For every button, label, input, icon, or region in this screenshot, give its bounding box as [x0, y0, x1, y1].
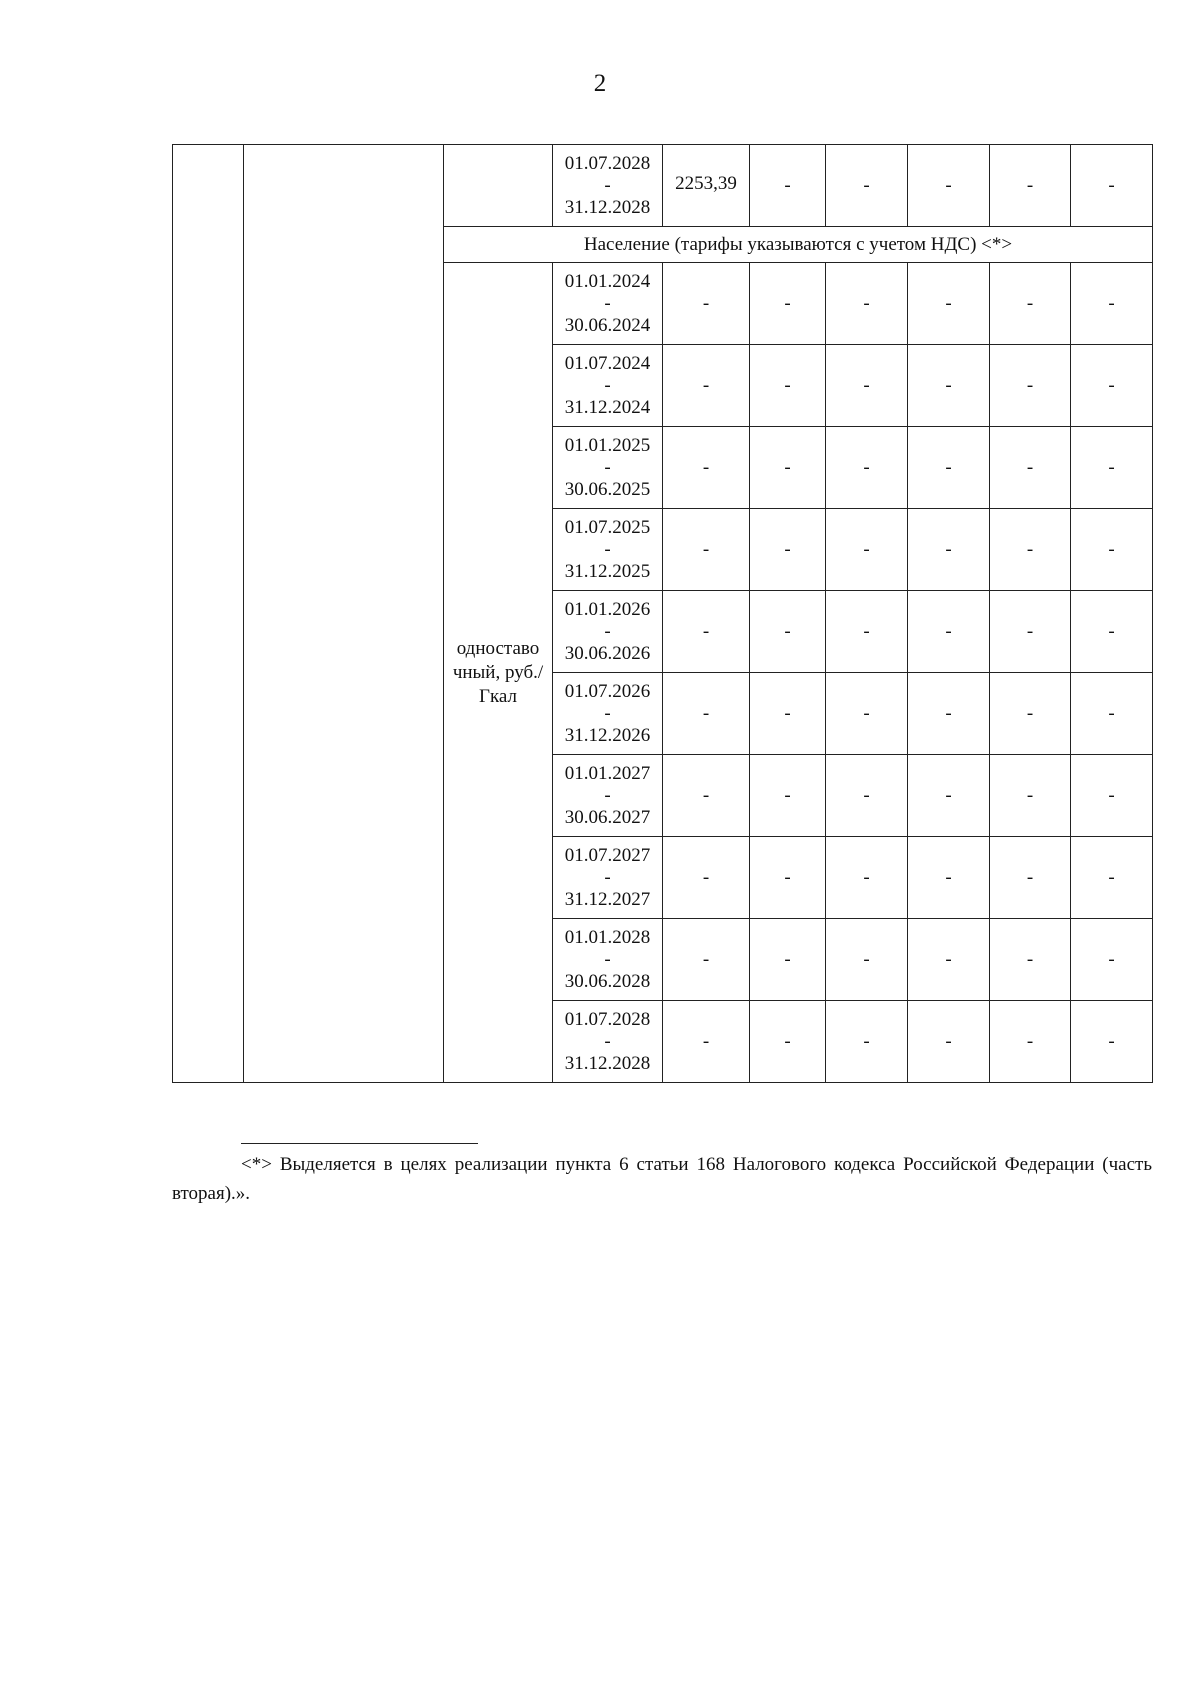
period-line: 30.06.2028	[564, 970, 651, 992]
period-line: 30.06.2027	[564, 806, 651, 828]
value-cell: -	[990, 509, 1071, 591]
value-cell: -	[908, 1001, 990, 1083]
value-cell: -	[663, 755, 750, 837]
value-cell: -	[908, 919, 990, 1001]
period-line: -	[604, 538, 611, 560]
value-cell: -	[750, 673, 826, 755]
value-cell: -	[1071, 1001, 1153, 1083]
value-cell: -	[990, 345, 1071, 427]
value-cell: -	[663, 1001, 750, 1083]
footnote: <*> Выделяется в целях реализации пункта 6 статьи 168 Налогового кодекса Российской Федерации (часть вторая).».	[172, 1154, 1152, 1204]
period-cell	[553, 345, 663, 427]
value-cell: 2253,39	[663, 145, 750, 227]
value-cell: -	[750, 1001, 826, 1083]
value-cell: -	[750, 345, 826, 427]
period-line: 01.07.2027	[564, 844, 651, 866]
period-line: 31.12.2025	[564, 560, 651, 582]
value-cell: -	[826, 263, 908, 345]
period-line: -	[604, 456, 611, 478]
period-line: 01.07.2025	[564, 516, 651, 538]
period-line: 30.06.2024	[564, 314, 651, 336]
period-line: 31.12.2028	[564, 1052, 651, 1074]
value-cell: -	[826, 673, 908, 755]
value-cell: -	[750, 919, 826, 1001]
value-cell: -	[750, 591, 826, 673]
value-cell: -	[826, 591, 908, 673]
period-line: -	[604, 174, 611, 196]
period-cell	[553, 755, 663, 837]
value-cell: -	[1071, 755, 1153, 837]
footnote-separator	[241, 1143, 478, 1144]
value-cell: -	[1071, 509, 1153, 591]
value-cell: -	[750, 837, 826, 919]
period-line: 31.12.2027	[564, 888, 651, 910]
period-line: -	[604, 948, 611, 970]
period-line: 01.07.2028	[564, 1008, 651, 1030]
tariff-type-cell-empty	[444, 145, 553, 227]
period-cell	[553, 919, 663, 1001]
period-line: 01.07.2024	[564, 352, 651, 374]
period-line: 01.07.2026	[564, 680, 651, 702]
value-cell: -	[990, 591, 1071, 673]
value-cell: -	[663, 919, 750, 1001]
value-cell: -	[663, 345, 750, 427]
period-line: -	[604, 784, 611, 806]
value-cell: -	[750, 263, 826, 345]
value-cell: -	[826, 919, 908, 1001]
value-cell: -	[663, 591, 750, 673]
value-cell: -	[826, 837, 908, 919]
period-cell	[553, 673, 663, 755]
value-cell: -	[990, 673, 1071, 755]
period-line: -	[604, 292, 611, 314]
value-cell: -	[826, 345, 908, 427]
number-column-cell	[173, 145, 244, 1083]
value-cell: -	[1071, 673, 1153, 755]
period-line: -	[604, 374, 611, 396]
value-cell: -	[1071, 837, 1153, 919]
value-cell: -	[750, 145, 826, 227]
period-cell	[553, 837, 663, 919]
value-cell: -	[1071, 919, 1153, 1001]
value-cell: -	[990, 145, 1071, 227]
value-cell: -	[750, 427, 826, 509]
value-cell: -	[990, 755, 1071, 837]
value-cell: -	[908, 755, 990, 837]
value-cell: -	[990, 1001, 1071, 1083]
value-cell: -	[826, 427, 908, 509]
period-cell	[553, 591, 663, 673]
period-line: 01.07.2028	[564, 152, 651, 174]
value-cell: -	[663, 427, 750, 509]
value-cell: -	[908, 345, 990, 427]
section-header: Население (тарифы указываются с учетом НДС) <*>	[444, 227, 1153, 263]
value-cell: -	[663, 673, 750, 755]
value-cell: -	[663, 263, 750, 345]
period-line: 01.01.2025	[564, 434, 651, 456]
period-line: -	[604, 702, 611, 724]
period-line: -	[604, 1030, 611, 1052]
period-cell	[553, 509, 663, 591]
tariff-type-cell: одноставо чный, руб./Гкал	[444, 263, 553, 1083]
value-cell: -	[908, 263, 990, 345]
value-cell: -	[908, 509, 990, 591]
value-cell: -	[908, 837, 990, 919]
period-cell	[553, 1001, 663, 1083]
period-line: 31.12.2026	[564, 724, 651, 746]
period-line: 30.06.2026	[564, 642, 651, 664]
organization-column-cell	[244, 145, 444, 1083]
period-line: -	[604, 620, 611, 642]
period-line: 01.01.2024	[564, 270, 651, 292]
period-line: 01.01.2026	[564, 598, 651, 620]
value-cell: -	[990, 837, 1071, 919]
value-cell: -	[750, 509, 826, 591]
tariff-table	[172, 144, 1153, 1083]
value-cell: -	[908, 427, 990, 509]
value-cell: -	[750, 755, 826, 837]
value-cell: -	[1071, 345, 1153, 427]
period-line: 30.06.2025	[564, 478, 651, 500]
table-row	[173, 145, 1153, 227]
value-cell: -	[1071, 591, 1153, 673]
value-cell: -	[826, 755, 908, 837]
value-cell: -	[663, 837, 750, 919]
value-cell: -	[908, 673, 990, 755]
period-cell	[553, 263, 663, 345]
page-number: 2	[593, 70, 607, 97]
period-cell	[553, 427, 663, 509]
period-line: 31.12.2024	[564, 396, 651, 418]
period-cell	[553, 145, 663, 227]
value-cell: -	[1071, 145, 1153, 227]
period-line: -	[604, 866, 611, 888]
value-cell: -	[826, 1001, 908, 1083]
period-line: 01.01.2028	[564, 926, 651, 948]
value-cell: -	[663, 509, 750, 591]
value-cell: -	[908, 591, 990, 673]
value-cell: -	[990, 263, 1071, 345]
value-cell: -	[908, 145, 990, 227]
value-cell: -	[826, 509, 908, 591]
value-cell: -	[1071, 427, 1153, 509]
value-cell: -	[990, 919, 1071, 1001]
value-cell: -	[1071, 263, 1153, 345]
period-line: 01.01.2027	[564, 762, 651, 784]
period-line: 31.12.2028	[564, 196, 651, 218]
value-cell: -	[990, 427, 1071, 509]
value-cell: -	[826, 145, 908, 227]
